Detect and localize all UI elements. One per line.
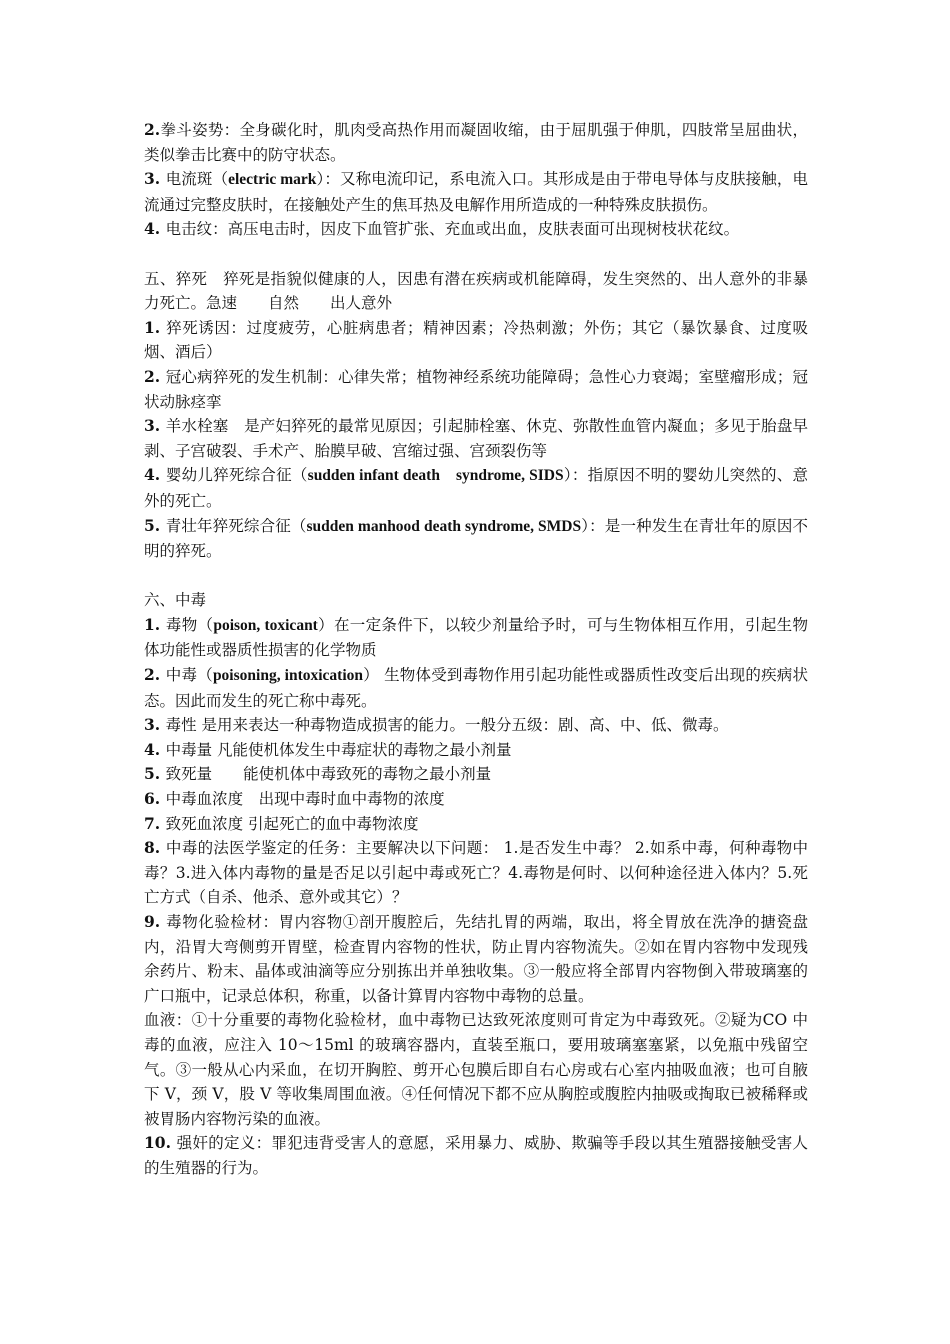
item-text: 中毒量 凡能使机体发生中毒症状的毒物之最小剂量 — [165, 740, 512, 759]
item-text: 中毒（ — [165, 666, 213, 685]
item-text: ）：是一种发生在青壮年的原因不明的猝死。 — [144, 516, 808, 561]
item-s6-3 — [144, 713, 808, 738]
item-text: ）：指原因不明的婴幼儿突然的、意外的死亡。 — [144, 466, 808, 510]
item-s5-1 — [144, 316, 808, 365]
item-text: 毒物化验检材：胃内容物①剖开腹腔后，先结扎胃的两端，取出，将全胃放在洗净的搪瓷盘内，沿胃大弯侧剪开胃壁，检查胃内容物的性状，防止胃内容物流失。②如在胃内容物中发现残余药片、粉末、晶体或油滴等应分别拣出并单独收集。③一般应将全部胃内容物倒入带玻璃塞的广口瓶中，记录总体积，称重，以备计算胃内容物中毒物的总量。 — [144, 913, 808, 1005]
item-number: 1. — [144, 614, 166, 634]
item-text: 中毒血浓度 出现中毒时血中毒物的浓度 — [165, 790, 445, 809]
item-text: 毒性 是用来表达一种毒物造成损害的能力。一般分五级：剧、高、中、低、微毒。 — [165, 716, 729, 735]
item-number: 2. — [144, 120, 161, 139]
item-number: 8. — [144, 838, 166, 858]
item-text: 青壮年猝死综合征（ — [165, 516, 307, 535]
item-s5-4 — [144, 463, 808, 513]
blank-line — [144, 242, 808, 267]
section-heading-sudden-death: 五、猝死 猝死是指貌似健康的人，因患有潜在疾病或机能障碍，发生突然的、出人意外的非暴力死亡。急速 自然 出人意外 — [144, 269, 808, 313]
english-term: sudden infant death syndrome, SIDS — [307, 467, 564, 485]
item-s5-5 — [144, 514, 808, 564]
item-s6-8 — [144, 836, 808, 910]
item-s4-2 — [144, 118, 808, 167]
item-number: 7. — [144, 813, 166, 833]
english-term: poison, toxicant — [213, 616, 318, 634]
item-number: 4. — [144, 465, 166, 485]
item-text: 冠心病猝死的发生机制：心律失常；植物神经系统功能障碍；急性心力衰竭；室壁瘤形成；冠状动脉痉挛 — [144, 367, 808, 411]
item-text: 致死血浓度 引起死亡的血中毒物浓度 — [165, 814, 419, 833]
item-s5-2 — [144, 365, 808, 414]
item-s4-4 — [144, 217, 808, 242]
item-number: 5. — [144, 515, 166, 535]
item-text: 强奸的定义：罪犯违背受害人的意愿，采用暴力、威胁、欺骗等手段以其生殖器接触受害人的生殖器的行为。 — [144, 1134, 808, 1177]
english-term: sudden manhood death syndrome, SMDS — [306, 517, 582, 535]
item-number: 3. — [144, 715, 166, 735]
item-number: 9. — [144, 912, 167, 931]
english-term: poisoning, intoxication — [212, 667, 364, 685]
item-s6-9-blood: 血液：①十分重要的毒物化验检材，血中毒物已达致死浓度则可肯定为中毒致死。②疑为CO 中毒的血液，应注入 10～15ml 的玻璃容器内，直装至瓶口，要用玻璃塞塞紧，以免瓶中残留空气。③一般从心内采血，在切开胸腔、剪开心包膜后即自右心房或右心室内抽吸血液；也可自腋下 V，颈 V，股 V 等收集周围血液。④任何情况下都不应从胸腔或腹腔内抽吸或掏取已被稀释或被胃肠内容物污染的血液。 — [144, 1011, 808, 1128]
blank-line — [144, 564, 808, 589]
item-number: 2. — [144, 366, 166, 386]
item-s4-3 — [144, 167, 808, 217]
section-heading-poisoning: 六、中毒 — [144, 591, 207, 610]
item-number: 10. — [144, 1133, 177, 1153]
english-term: electric mark — [228, 171, 317, 189]
item-text: 致死量 能使机体中毒致死的毒物之最小剂量 — [165, 765, 492, 784]
item-s6-2 — [144, 663, 808, 713]
item-number: 4. — [144, 219, 166, 239]
item-text: 羊水栓塞 是产妇猝死的最常见原因；引起肺栓塞、休克、弥散性血管内凝血；多见于胎盘早剥、子宫破裂、手术产、胎膜早破、宫缩过强、宫颈裂伤等 — [144, 417, 808, 460]
item-text: 毒物（ — [165, 615, 214, 634]
document-page — [144, 118, 808, 1181]
item-number: 5. — [144, 764, 166, 784]
item-s6-6 — [144, 787, 808, 812]
item-text: 拳斗姿势：全身碳化时，肌肉受高热作用而凝固收缩，由于屈肌强于伸肌，四肢常呈屈曲状，类似拳击比赛中的防守状态。 — [144, 121, 808, 164]
item-s6-9 — [144, 910, 808, 1008]
item-s6-5 — [144, 762, 808, 787]
item-text: ） 生物体受到毒物作用引起功能性或器质性改变后出现的疾病状态。因此而发生的死亡称中毒死。 — [144, 666, 808, 710]
item-number: 4. — [144, 739, 166, 759]
item-number: 6. — [144, 789, 166, 809]
item-text: 电击纹：高压电击时，因皮下血管扩张、充血或出血，皮肤表面可出现树枝状花纹。 — [165, 220, 740, 239]
item-text: 电流斑（ — [165, 170, 229, 189]
item-s6-10 — [144, 1131, 808, 1180]
item-s6-4 — [144, 738, 808, 763]
item-text: ）：又称电流印记，系电流入口。其形成是由于带电导体与皮肤接触，电流通过完整皮肤时，在接触处产生的焦耳热及电解作用所造成的一种特殊皮肤损伤。 — [144, 170, 808, 214]
item-s6-1 — [144, 613, 808, 663]
item-s5-3 — [144, 414, 808, 463]
item-text: ）在一定条件下，以较少剂量给予时，可与生物体相互作用，引起生物体功能性或器质性损害的化学物质 — [144, 615, 808, 660]
item-number: 3. — [144, 416, 166, 436]
item-s6-7 — [144, 812, 808, 837]
item-number: 2. — [144, 665, 166, 685]
item-number: 1. — [144, 317, 167, 337]
item-text: 中毒的法医学鉴定的任务：主要解决以下问题： 1.是否发生中毒？ 2.如系中毒，何种毒物中毒？3.进入体内毒物的量是否足以引起中毒或死亡？4.毒物是何时、以何种途径进入体内？5.死亡方式（自杀、他杀、意外或其它）？ — [144, 839, 809, 907]
item-number: 3. — [144, 169, 166, 189]
item-text: 婴幼儿猝死综合征（ — [165, 466, 308, 485]
item-text: 猝死诱因：过度疲劳，心脏病患者；精神因素；冷热刺激；外伤；其它（暴饮暴食、过度吸烟、酒后） — [144, 318, 808, 362]
